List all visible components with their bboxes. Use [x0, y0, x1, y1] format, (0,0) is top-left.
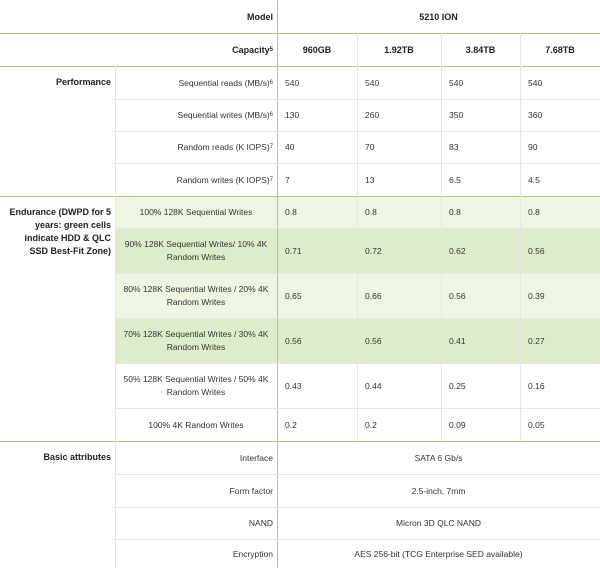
cell-value: 7 [285, 174, 290, 185]
cell-value: 0.56 [449, 290, 466, 301]
divider [115, 474, 600, 475]
divider [0, 196, 600, 197]
row-label: Random reads (K IOPS) 7 [177, 142, 273, 152]
cell-value: AES 256-bit (TCG Enterprise SED available) [354, 548, 523, 559]
cell-value: 260 [365, 110, 380, 120]
table-row [0, 273, 600, 318]
table-row [0, 163, 600, 196]
cell-value: SATA 6 Gb/s [414, 452, 463, 463]
cell-value: 0.62 [449, 245, 466, 256]
cell-value: 0.44 [365, 380, 382, 391]
cell-value: 350 [449, 110, 464, 120]
cell-value: 13 [365, 174, 375, 185]
model-row [0, 0, 600, 33]
table-row [0, 408, 600, 441]
model-value: 5210 ION [419, 11, 458, 22]
table-row [0, 363, 600, 408]
cell-value: 0.71 [285, 245, 302, 256]
model-label: Model [247, 11, 273, 22]
table-row [0, 441, 600, 474]
table-row [0, 474, 600, 507]
row-label: Sequential reads (MB/s) 6 [178, 77, 273, 88]
cell-value: 40 [285, 142, 295, 152]
row-label: NAND [248, 518, 273, 528]
capacity-3-84tb: 3.84TB [465, 44, 496, 55]
divider [115, 539, 600, 540]
row-label: 70% 128K Sequential Writes / 30% 4K Random Writes [123, 328, 269, 352]
row-label: Encryption [232, 548, 273, 559]
cell-value: 0.09 [449, 419, 466, 430]
basic-attributes-label: Basic attributes [43, 452, 111, 462]
row-label: 90% 128K Sequential Writes/ 10% 4K Random Writes [124, 238, 268, 262]
cell-value: 0.8 [285, 207, 297, 217]
divider [115, 66, 116, 568]
table-row [0, 131, 600, 163]
cell-value: 0.43 [285, 380, 302, 391]
divider [520, 33, 521, 441]
capacity-7-68tb: 7.68TB [545, 44, 575, 55]
cell-value: 0.56 [528, 245, 545, 256]
capacity-960gb: 960GB [302, 44, 332, 55]
table-row [0, 507, 600, 539]
cell-value: 130 [285, 110, 300, 120]
cell-value: 0.27 [528, 335, 545, 346]
capacity-row [0, 33, 600, 66]
row-label: 100% 4K Random Writes [148, 419, 244, 430]
cell-value: 6.5 [449, 174, 461, 185]
cell-value: 70 [365, 142, 375, 152]
divider [441, 33, 442, 441]
table-row [0, 196, 600, 228]
row-label: Interface [239, 452, 273, 463]
cell-value: 0.25 [449, 380, 466, 391]
cell-value: 4.5 [528, 174, 540, 185]
cell-value: 0.39 [528, 290, 545, 301]
cell-value: 0.2 [365, 419, 377, 430]
cell-value: 0.8 [449, 207, 461, 217]
cell-value: 0.72 [365, 245, 382, 256]
cell-value: 0.2 [285, 419, 297, 430]
row-label: 80% 128K Sequential Writes / 20% 4K Random Writes [123, 283, 269, 307]
cell-value: 83 [449, 142, 459, 152]
divider [115, 507, 600, 508]
divider [357, 33, 358, 441]
cell-value: 540 [528, 77, 543, 88]
cell-value: 0.16 [528, 380, 545, 391]
cell-value: 0.66 [365, 290, 382, 301]
row-label: 100% 128K Sequential Writes [139, 207, 253, 217]
cell-value: 0.56 [285, 335, 302, 346]
cell-value: 2.5-inch, 7mm [411, 485, 466, 496]
cell-value: 540 [365, 77, 380, 88]
row-label: Random writes (K IOPS) 7 [176, 174, 273, 185]
row-label: Form factor [229, 485, 273, 496]
performance-label: Performance [55, 77, 111, 87]
cell-value: 0.05 [528, 419, 545, 430]
divider [0, 33, 600, 34]
cell-value: 90 [528, 142, 538, 152]
cell-value: 0.56 [365, 335, 382, 346]
table-row [0, 228, 600, 273]
table-row [0, 318, 600, 363]
cell-value: 0.65 [285, 290, 302, 301]
cell-value: 0.8 [528, 207, 540, 217]
table-row [0, 66, 600, 99]
divider [277, 0, 278, 568]
cell-value: 540 [449, 77, 464, 88]
cell-value: Micron 3D QLC NAND [395, 518, 482, 528]
capacity-1-92tb: 1.92TB [384, 44, 414, 55]
cell-value: 0.41 [449, 335, 466, 346]
table-row [0, 99, 600, 131]
table-row [0, 539, 600, 568]
row-label: 50% 128K Sequential Writes / 50% 4K Random Writes [123, 373, 269, 397]
cell-value: 540 [285, 77, 300, 88]
row-label: Sequential writes (MB/s) 6 [177, 110, 273, 120]
capacity-label: Capacity 5 [232, 44, 273, 55]
divider [0, 441, 600, 442]
cell-value: 360 [528, 110, 543, 120]
cell-value: 0.8 [365, 207, 377, 217]
endurance-label: Endurance (DWPD for 5 years: green cells indicate HDD & QLC SSD Best-Fit Zone) [9, 207, 111, 256]
divider [0, 66, 600, 67]
